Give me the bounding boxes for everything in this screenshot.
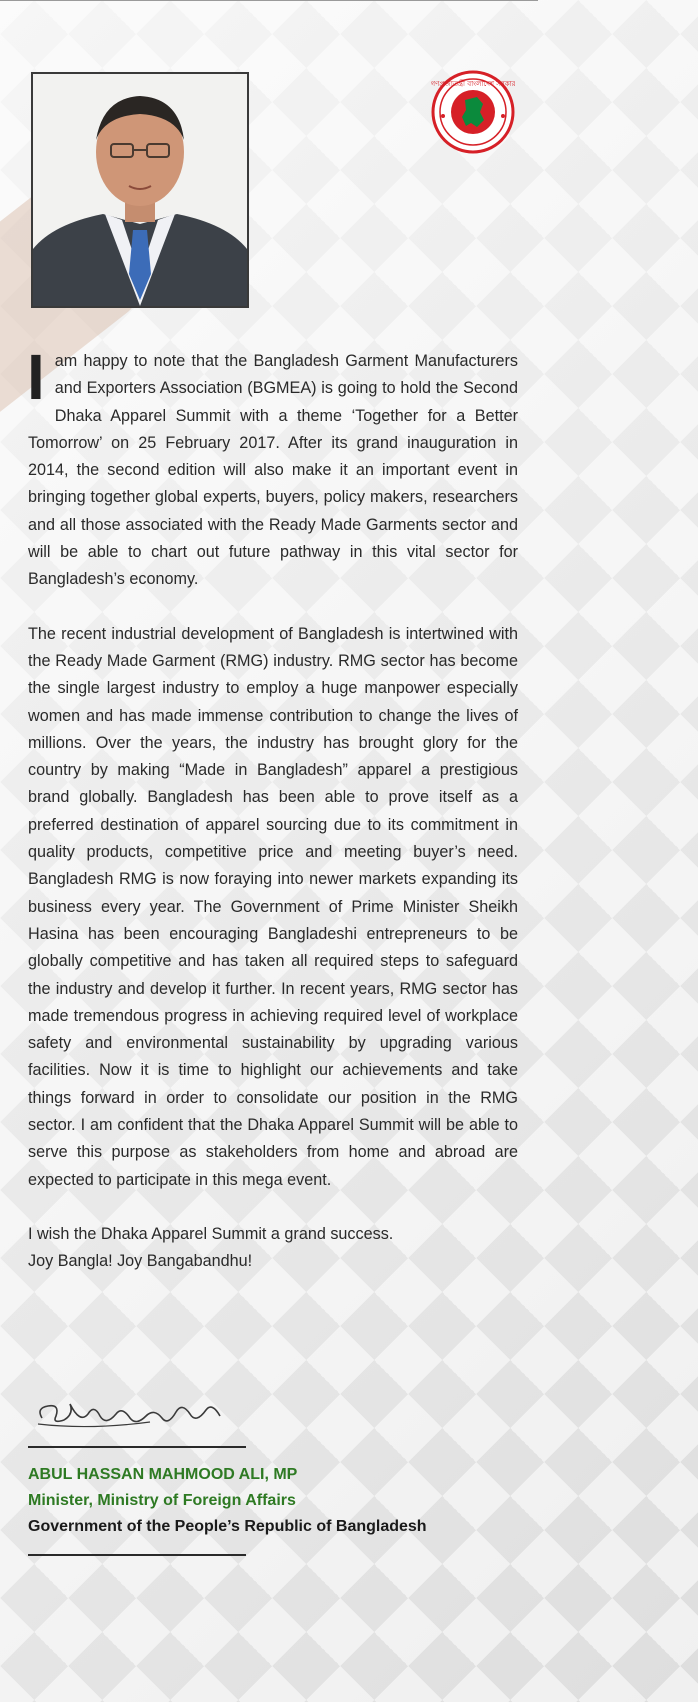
signature-divider xyxy=(28,1446,246,1448)
government-seal-icon xyxy=(431,70,515,154)
closing-line-2: Joy Bangla! Joy Bangabandhu! xyxy=(28,1252,253,1271)
letter-paragraph-1 xyxy=(27,341,518,594)
emblem-text: গণপ্রজাতন্ত্রী বাংলাদেশ সরকার xyxy=(431,80,515,88)
letter-body xyxy=(27,341,518,1276)
drop-cap: I xyxy=(27,341,45,413)
top-divider xyxy=(0,0,538,1)
handwritten-signature xyxy=(30,1390,240,1438)
signatory-title: Minister, Ministry of Foreign Affairs xyxy=(28,1492,296,1509)
closing-line-1: I wish the Dhaka Apparel Summit a grand success. xyxy=(28,1224,394,1243)
paragraph-1-text: am happy to note that the Bangladesh Garment Manufacturers and Exporters Association (BGMEA) is going to hold the Second Dhaka Apparel Summit with a theme ‘Together for a Better Tomorrow’ on 25 February 2017. After its grand inauguration in 2014, the second edition will also make it an important event in bringing together global experts, buyers, policy makers, researchers and all those associated with the Ready Made Garments sector and will be able to chart out future pathway in this vital sector for Bangladesh’s economy. xyxy=(28,352,518,589)
letter-closing xyxy=(28,1221,518,1276)
signatory-name: ABUL HASSAN MAHMOOD ALI, MP xyxy=(28,1466,298,1483)
letter-paragraph-2: The recent industrial development of Bangladesh is intertwined with the Ready Made Garment (RMG) industry. RMG sector has become the single largest industry to employ a huge manpower especially women and has made immense contribution to change the lives of millions. Over the years, the industry has brought glory for the country by making “Made in Bangladesh” apparel a prestigious brand globally. Bangladesh has been able to prove itself as a preferred destination of apparel sourcing due to its commitment in quality products, competitive price and meeting buyer’s need. Bangladesh RMG is now foraying into newer markets expanding its business every year. The Government of Prime Minister Sheikh Hasina has been encouraging Bangladeshi entrepreneurs to be globally competitive and has taken all required steps to safeguard the industry and develop it further. In recent years, RMG sector has made tremendous progress in achieving required level of workplace safety and environmental sustainability by upgrading various facilities. Now it is time to highlight our achievements and take things forward in order to consolidate our position in the RMG sector. I am confident that the Dhaka Apparel Summit will be able to serve this purpose as stakeholders from home and abroad are expected to participate in this mega event. xyxy=(28,624,518,1189)
signatory-organization: Government of the People’s Republic of Bangladesh xyxy=(28,1518,427,1535)
footer-divider xyxy=(28,1554,246,1556)
portrait-photo xyxy=(31,72,249,308)
